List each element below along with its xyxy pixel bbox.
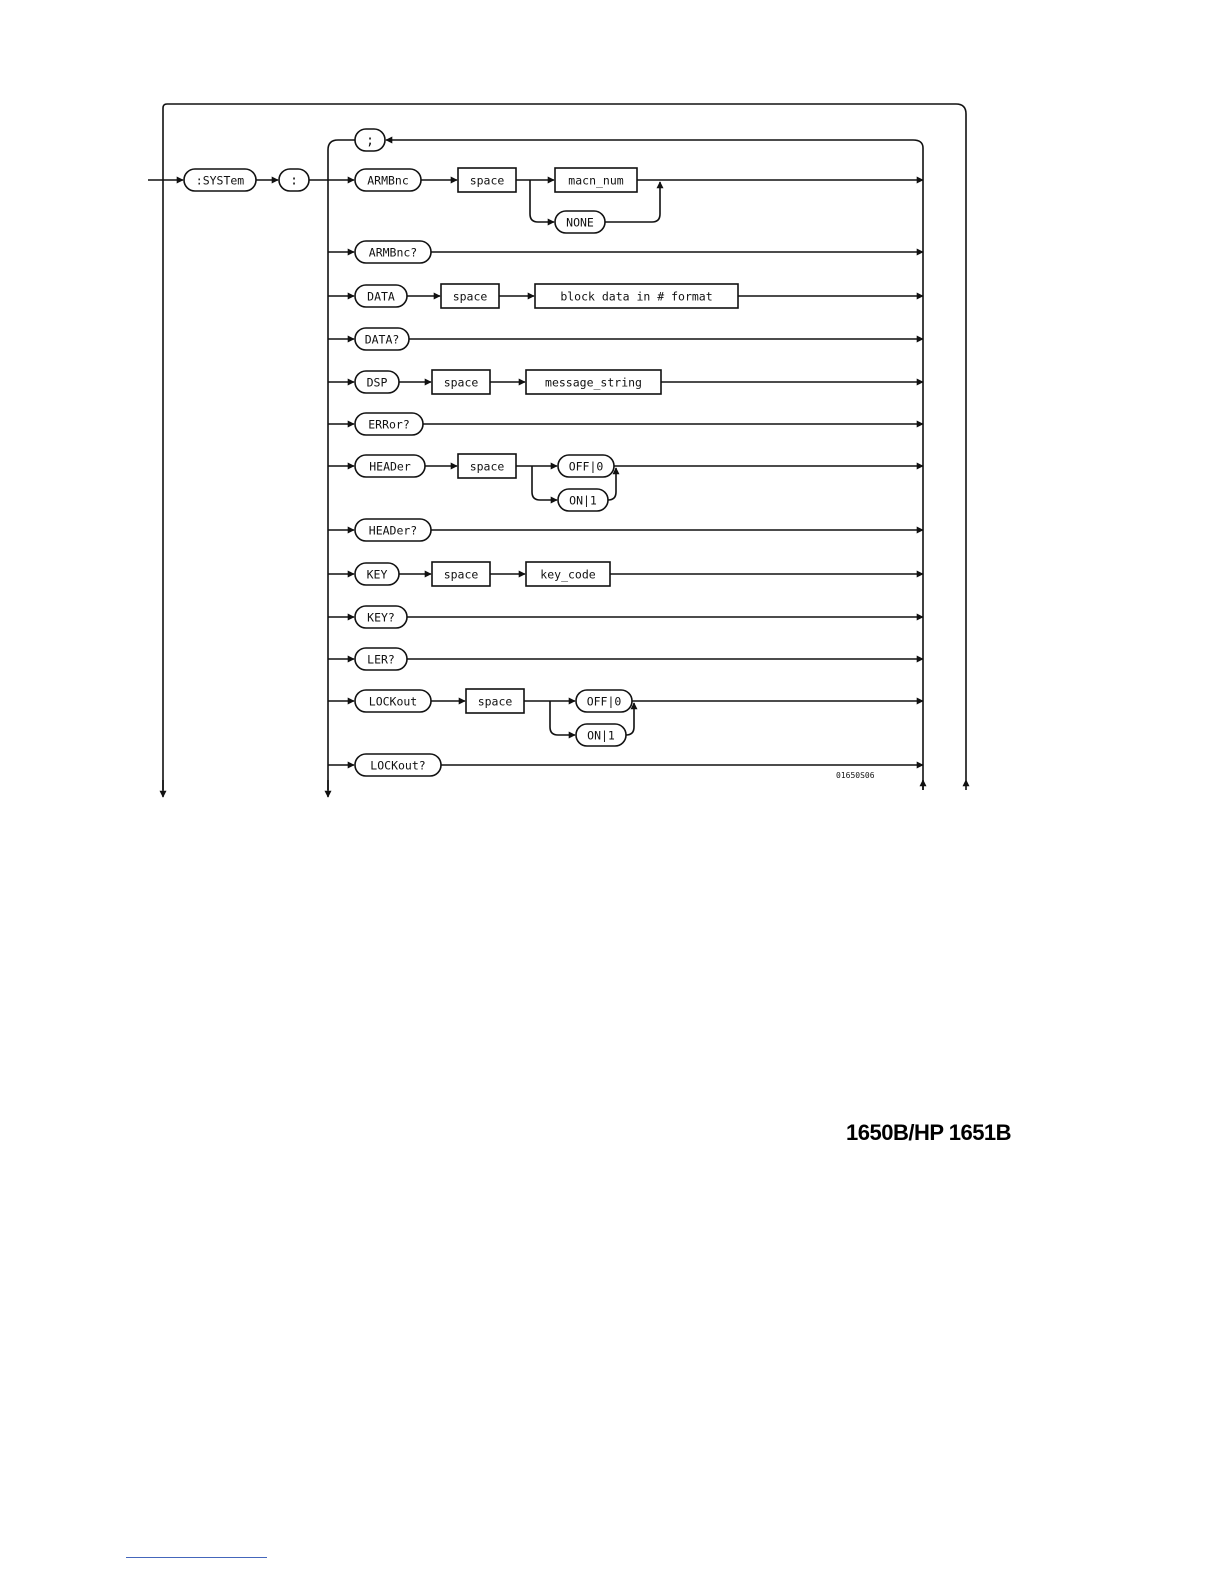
root-node-label: :SYSTem [195,173,245,188]
separator-loop-left [328,140,355,790]
command-header-query-node-label: HEADer? [368,523,418,538]
command-dsp-node-label: DSP [366,375,388,390]
figure-id-label: 01650S06 [836,771,875,780]
command-key-space-node-label: space [443,567,479,582]
command-header-space-node-label: space [469,459,505,474]
command-data-query-node-label: DATA? [364,332,400,347]
connector-lines [148,104,966,797]
command-data-node-label: DATA [367,289,395,304]
command-header-alt-node-label: ON|1 [569,493,597,508]
colon-node-label: : [290,173,298,189]
command-lockout-node-label: LOCKout [368,694,418,709]
command-data-param-node-label: block data in # format [560,289,713,304]
footer-model-label: 1650B/HP 1651B [846,1120,1012,1145]
command-key-node-label: KEY [366,567,388,582]
command-key-param-node-label: key_code [540,567,596,582]
command-lockout-alt-node-label: ON|1 [587,728,615,743]
outer-loop-line [163,104,966,790]
command-key-query-node-label: KEY? [367,610,395,625]
command-armbnc-space-node-label: space [469,173,505,188]
diagram-nodes [184,129,875,780]
command-data-space-node-label: space [452,289,488,304]
command-error-query-node-label: ERRor? [368,417,410,432]
command-lockout-query-node-label: LOCKout? [370,758,426,773]
command-header-param-node-label: OFF|0 [568,459,604,474]
command-lockout-param-node-label: OFF|0 [586,694,622,709]
bottom-rule [126,1557,267,1558]
command-armbnc-query-node-label: ARMBnc? [368,245,418,260]
command-armbnc-alt-node-label: NONE [566,215,594,230]
command-header-node-label: HEADer [369,459,411,474]
command-armbnc-param-node-label: macn_num [568,173,624,188]
separator-node-label: ; [366,133,374,149]
command-ler-query-node-label: LER? [367,652,395,667]
command-lockout-alt-branch-arrow [550,701,575,735]
command-header-alt-branch-arrow [532,466,557,500]
command-dsp-param-node-label: message_string [545,375,642,390]
command-armbnc-alt-branch-arrow [530,180,554,222]
command-armbnc-node-label: ARMBnc [367,173,409,188]
command-lockout-space-node-label: space [477,694,513,709]
command-dsp-space-node-label: space [443,375,479,390]
